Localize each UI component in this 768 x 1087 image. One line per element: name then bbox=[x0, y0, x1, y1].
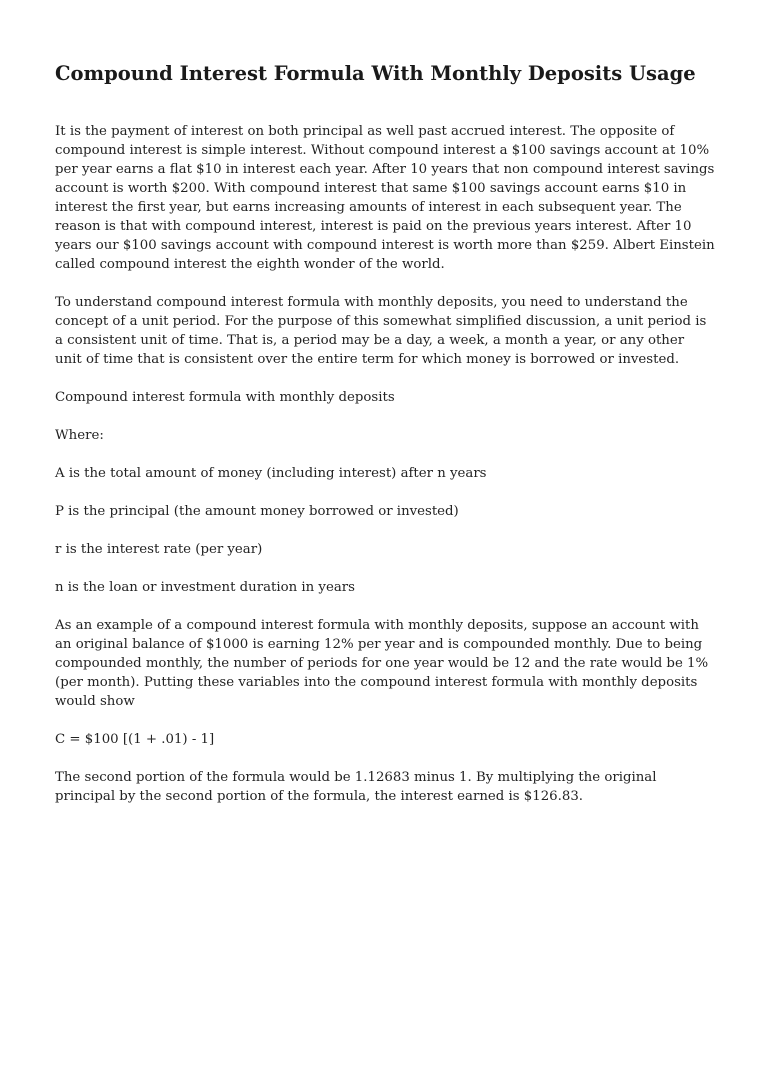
intro-paragraph: It is the payment of interest on both principal as well past accrued interest. The opposite of compound interest is simple interest. Without compound interest a $100 savings account at 10% per year earns a flat $10 in interest each year. After 10 years that non compound interest savings account is worth $200. With compound interest that same $100 savings account earns $10 in interest the first year, but earns increasing amounts of interest in each subsequent year. The reason is that with compound interest, interest is paid on the previous years interest. After 10 years our $100 savings account with compound interest is worth more than $259. Albert Einstein called compound interest the eighth wonder of the world. bbox=[55, 124, 715, 272]
where-label: Where: bbox=[55, 428, 104, 443]
definition-a: A is the total amount of money (including interest) after n years bbox=[55, 466, 487, 481]
formula-caption: Compound interest formula with monthly deposits bbox=[55, 390, 395, 405]
formula-line: C = $100 [(1 + .01) - 1] bbox=[55, 732, 215, 747]
definition-r: r is the interest rate (per year) bbox=[55, 542, 263, 557]
definition-p: P is the principal (the amount money borrowed or invested) bbox=[55, 504, 459, 519]
definition-n: n is the loan or investment duration in years bbox=[55, 580, 355, 595]
conclusion-paragraph: The second portion of the formula would be 1.12683 minus 1. By multiplying the original principal by the second portion of the formula, the interest earned is $126.83. bbox=[55, 770, 657, 804]
example-paragraph: As an example of a compound interest formula with monthly deposits, suppose an account with an original balance of $1000 is earning 12% per year and is compounded monthly. Due to being compounded monthly, the number of periods for one year would be 12 and the rate would be 1% (per month). Putting these variables into the compound interest formula with monthly deposits would show bbox=[55, 618, 709, 709]
page-title: Compound Interest Formula With Monthly Deposits Usage bbox=[55, 62, 696, 85]
document-page bbox=[55, 60, 715, 825]
unit-period-paragraph: To understand compound interest formula with monthly deposits, you need to understand the concept of a unit period. For the purpose of this somewhat simplified discussion, a unit period is a consistent unit of time. That is, a period may be a day, a week, a month a year, or any other unit of time that is consistent over the entire term for which money is borrowed or invested. bbox=[55, 295, 707, 367]
